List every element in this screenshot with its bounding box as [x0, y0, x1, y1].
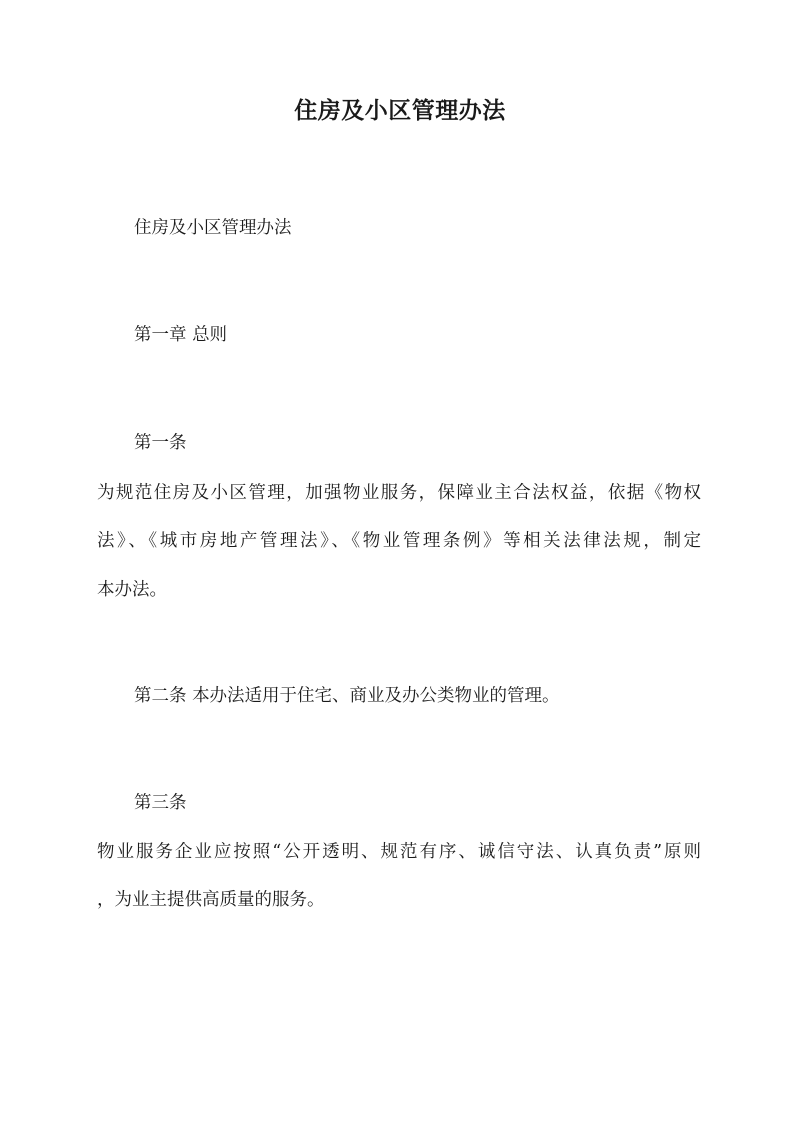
article-3-line-1: 物业服务企业应按照“公开透明、规范有序、诚信守法、认真负责”原则: [97, 842, 701, 862]
article-2-text: 第二条 本办法适用于住宅、商业及办公类物业的管理。: [134, 686, 560, 706]
document-title: 住房及小区管理办法: [294, 97, 506, 124]
document-subtitle: 住房及小区管理办法: [134, 218, 292, 238]
article-3-heading: 第三条: [134, 793, 187, 813]
article-1-line-3: 本办法。: [97, 580, 167, 600]
article-1-heading: 第一条: [134, 433, 187, 453]
article-3-line-2: ，为业主提供高质量的服务。: [97, 890, 325, 910]
chapter-heading: 第一章 总则: [134, 325, 228, 345]
article-1-line-1: 为规范住房及小区管理，加强物业服务，保障业主合法权益，依据《物权: [97, 483, 701, 503]
article-1-line-2: 法》、《城市房地产管理法》、《物业管理条例》等相关法律法规，制定: [97, 531, 701, 551]
